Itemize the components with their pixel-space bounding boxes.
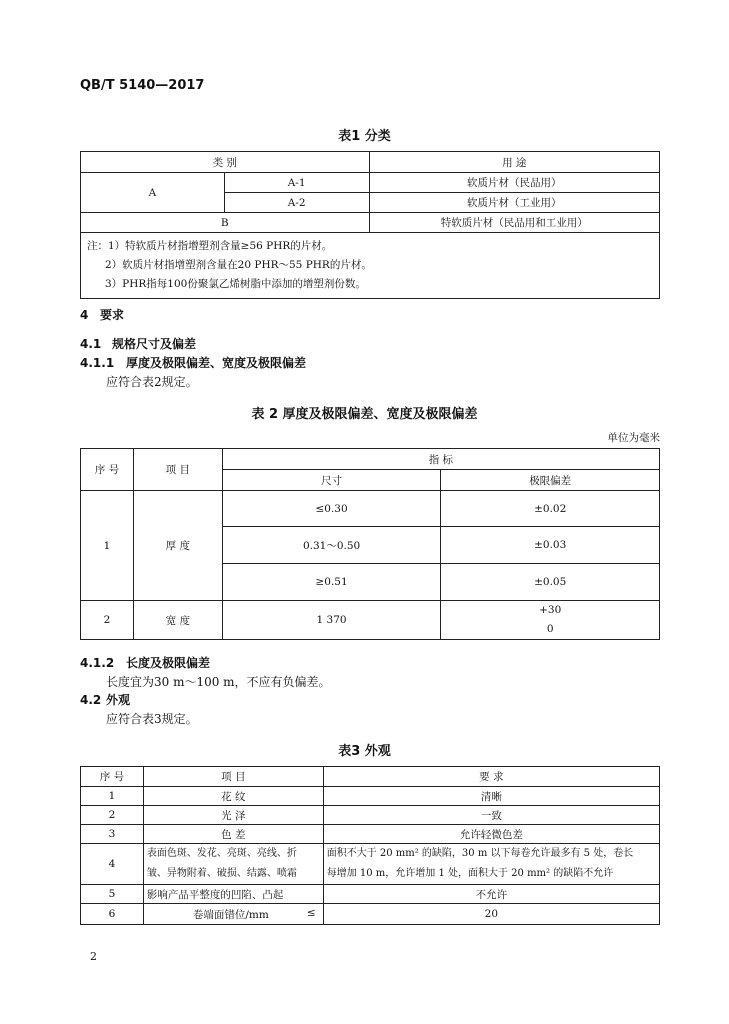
t1-note-1: 注：1）特软质片材指增塑剂含量≥56 PHR的片材。 — [87, 240, 333, 252]
t3-item-6-label: 卷端面错位/mm — [192, 908, 269, 921]
t1-use-a1: 软质片材（民品用） — [369, 173, 660, 193]
section-4-1-2-text: 长度宜为30 m～100 m，不应有负偏差。 — [106, 675, 331, 689]
t3-req-4-line1: 面积不大于 20 mm² 的缺陷，30 m 以下每卷允许最多有 5 处，卷长 — [326, 848, 634, 859]
t2-header-size: 尺寸 — [222, 470, 441, 491]
section-4-2-heading: 4.2 外观 — [80, 693, 131, 707]
t3-header-item: 项 目 — [143, 767, 323, 787]
t1-note-3: 3）PHR指每100份聚氯乙烯树脂中添加的增塑剂份数。 — [105, 278, 366, 290]
t3-item-1: 花 纹 — [143, 787, 323, 806]
table2-unit: 单位为毫米 — [607, 432, 660, 444]
t3-req-4-line2: 每增加 10 m，允许增加 1 处，面积大于 20 mm² 的缺陷不允许 — [326, 868, 614, 879]
t3-item-6-symbol: ≤ — [306, 906, 316, 919]
section-4-1-2-heading: 4.1.2 长度及极限偏差 — [80, 656, 211, 670]
section-4-1-1-text: 应符合表2规定。 — [106, 375, 198, 389]
t3-header-req: 要 求 — [323, 767, 659, 787]
t2-tol-width-lower: 0 — [546, 623, 554, 635]
t3-req-1: 清晰 — [323, 787, 659, 806]
t3-seq-5: 5 — [81, 885, 144, 904]
t1-note-2: 2）软质片材指增塑剂含量在20 PHR～55 PHR的片材。 — [105, 259, 372, 271]
t3-seq-1: 1 — [81, 787, 144, 806]
t3-req-6: 20 — [323, 904, 659, 925]
t1-sub-a1: A-1 — [224, 173, 369, 193]
t3-req-4 — [323, 844, 659, 885]
t1-header-class: 类 别 — [81, 152, 370, 173]
t2-size-width: 1 370 — [222, 601, 441, 640]
standard-code: QB/T 5140—2017 — [80, 78, 205, 93]
table2-thickness-width — [80, 448, 660, 640]
t3-item-2: 光 泽 — [143, 806, 323, 825]
t3-seq-3: 3 — [81, 825, 144, 844]
t2-size-1: ≤0.30 — [222, 491, 441, 527]
t1-notes — [81, 233, 660, 299]
t1-use-a2: 软质片材（工业用） — [369, 193, 660, 213]
t2-tol-3: ±0.05 — [441, 564, 660, 601]
t2-header-index: 指 标 — [222, 449, 659, 470]
t1-class-b: B — [81, 213, 370, 233]
t3-item-4 — [143, 844, 323, 885]
t2-size-3: ≥0.51 — [222, 564, 441, 601]
table2-caption: 表 2 厚度及极限偏差、宽度及极限偏差 — [251, 407, 478, 422]
t3-req-3: 允许轻微色差 — [323, 825, 659, 844]
t2-seq-2: 2 — [81, 601, 134, 640]
table1-classification — [80, 151, 660, 299]
t1-use-b: 特软质片材（民品用和工业用） — [369, 213, 660, 233]
t3-seq-4: 4 — [81, 844, 144, 885]
t3-item-4-line1: 表面色斑、发花、亮斑、亮线、折 — [146, 848, 297, 859]
table1-caption: 表1 分类 — [338, 129, 391, 144]
t3-item-5: 影响产品平整度的凹陷、凸起 — [143, 885, 323, 904]
t2-item-thickness: 厚 度 — [133, 491, 222, 601]
t1-header-use: 用 途 — [369, 152, 660, 173]
t1-class-a: A — [81, 173, 225, 213]
t2-header-seq: 序 号 — [81, 449, 134, 491]
section-4-2-text: 应符合表3规定。 — [106, 712, 198, 726]
t2-tol-width — [441, 601, 660, 640]
section-4-heading: 4 要求 — [80, 308, 125, 322]
t3-item-3: 色 差 — [143, 825, 323, 844]
t3-header-seq: 序 号 — [81, 767, 144, 787]
t2-tol-1: ±0.02 — [441, 491, 660, 527]
t3-seq-6: 6 — [81, 904, 144, 925]
section-4-1-1-heading: 4.1.1 厚度及极限偏差、宽度及极限偏差 — [80, 356, 307, 370]
t2-item-width: 宽 度 — [133, 601, 222, 640]
t3-req-2: 一致 — [323, 806, 659, 825]
t2-tol-width-upper: +30 — [539, 604, 562, 616]
t2-tol-2: ±0.03 — [441, 527, 660, 564]
t3-req-5: 不允许 — [323, 885, 659, 904]
t2-seq-1: 1 — [81, 491, 134, 601]
page-number: 2 — [90, 950, 97, 963]
t2-size-2: 0.31～0.50 — [222, 527, 441, 564]
t2-header-item: 项 目 — [133, 449, 222, 491]
t1-sub-a2: A-2 — [224, 193, 369, 213]
table3-caption: 表3 外观 — [338, 744, 391, 759]
t3-seq-2: 2 — [81, 806, 144, 825]
t3-item-4-line2: 皱、异物附着、破损、结露、喷霜 — [146, 868, 297, 879]
t2-header-tol: 极限偏差 — [441, 470, 660, 491]
table3-appearance — [80, 766, 660, 925]
t3-item-6 — [143, 904, 323, 925]
section-4-1-heading: 4.1 规格尺寸及偏差 — [80, 337, 197, 351]
